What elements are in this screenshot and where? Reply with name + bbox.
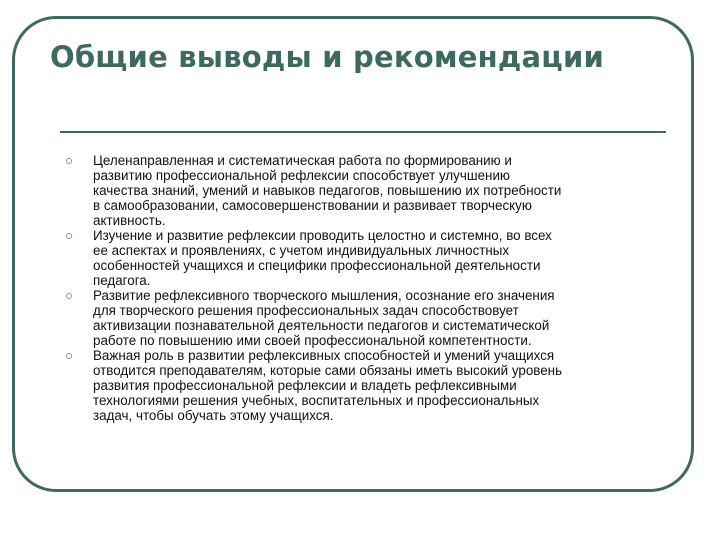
bullet-marker-icon [66, 293, 72, 299]
bullet-text-line: развитию профессиональной рефлексии способствует улучшению [93, 168, 510, 183]
bullet-item-2 [66, 228, 666, 288]
bullet-text-line: для творческого решения профессиональных задач способствовует [93, 303, 519, 318]
bullet-text-line: качества знаний, умений и навыков педагогов, повышению их потребности [93, 183, 562, 198]
slide-title: Общие выводы и рекомендации [50, 40, 605, 74]
bullet-text-line: отводится преподавателям, которые сами обязаны иметь высокий уровень [93, 363, 563, 378]
bullet-item-1 [66, 153, 666, 228]
bullet-text-line: Развитие рефлексивного творческого мышления, осознание его значения [93, 288, 555, 303]
bullet-text-line: задач, чтобы обучать этому учащихся. [93, 408, 334, 423]
title-divider [60, 131, 666, 133]
bullet-marker-icon [66, 353, 72, 359]
bullet-marker-icon [66, 233, 72, 239]
bullet-text-line: активизации познавательной деятельности педагогов и систематической [93, 318, 550, 333]
bullet-text-line: развития профессиональной рефлексии и владеть рефлексивными [93, 378, 517, 393]
bullet-item-4 [66, 348, 666, 423]
bullet-text-line: в самообразовании, самосовершенствовании и развивает творческую [93, 198, 532, 213]
bullet-text-line: Изучение и развитие рефлексии проводить целостно и системно, во всех [93, 228, 552, 243]
bullet-item-3 [66, 288, 666, 348]
bullet-marker-icon [66, 158, 72, 164]
bullet-text-line: педагога. [93, 273, 151, 288]
bullet-text-line: Важная роль в развитии рефлексивных способностей и умений учащихся [93, 348, 555, 363]
bullet-text-line: Целенаправленная и систематическая работа по формированию и [93, 153, 512, 168]
bullet-text-line: технологиями решения учебных, воспитательных и профессиональных [93, 393, 540, 408]
bullet-text-line: ее аспектах и проявлениях, с учетом индивидуальных личностных [93, 243, 510, 258]
bullet-text-line: активность. [93, 213, 166, 228]
bullet-text-line: работе по повышению ими своей профессиональной компетентности. [93, 333, 532, 348]
bullet-list [66, 153, 666, 423]
bullet-text-line: особенностей учащихся и специфики профессиональной деятельности [93, 258, 541, 273]
